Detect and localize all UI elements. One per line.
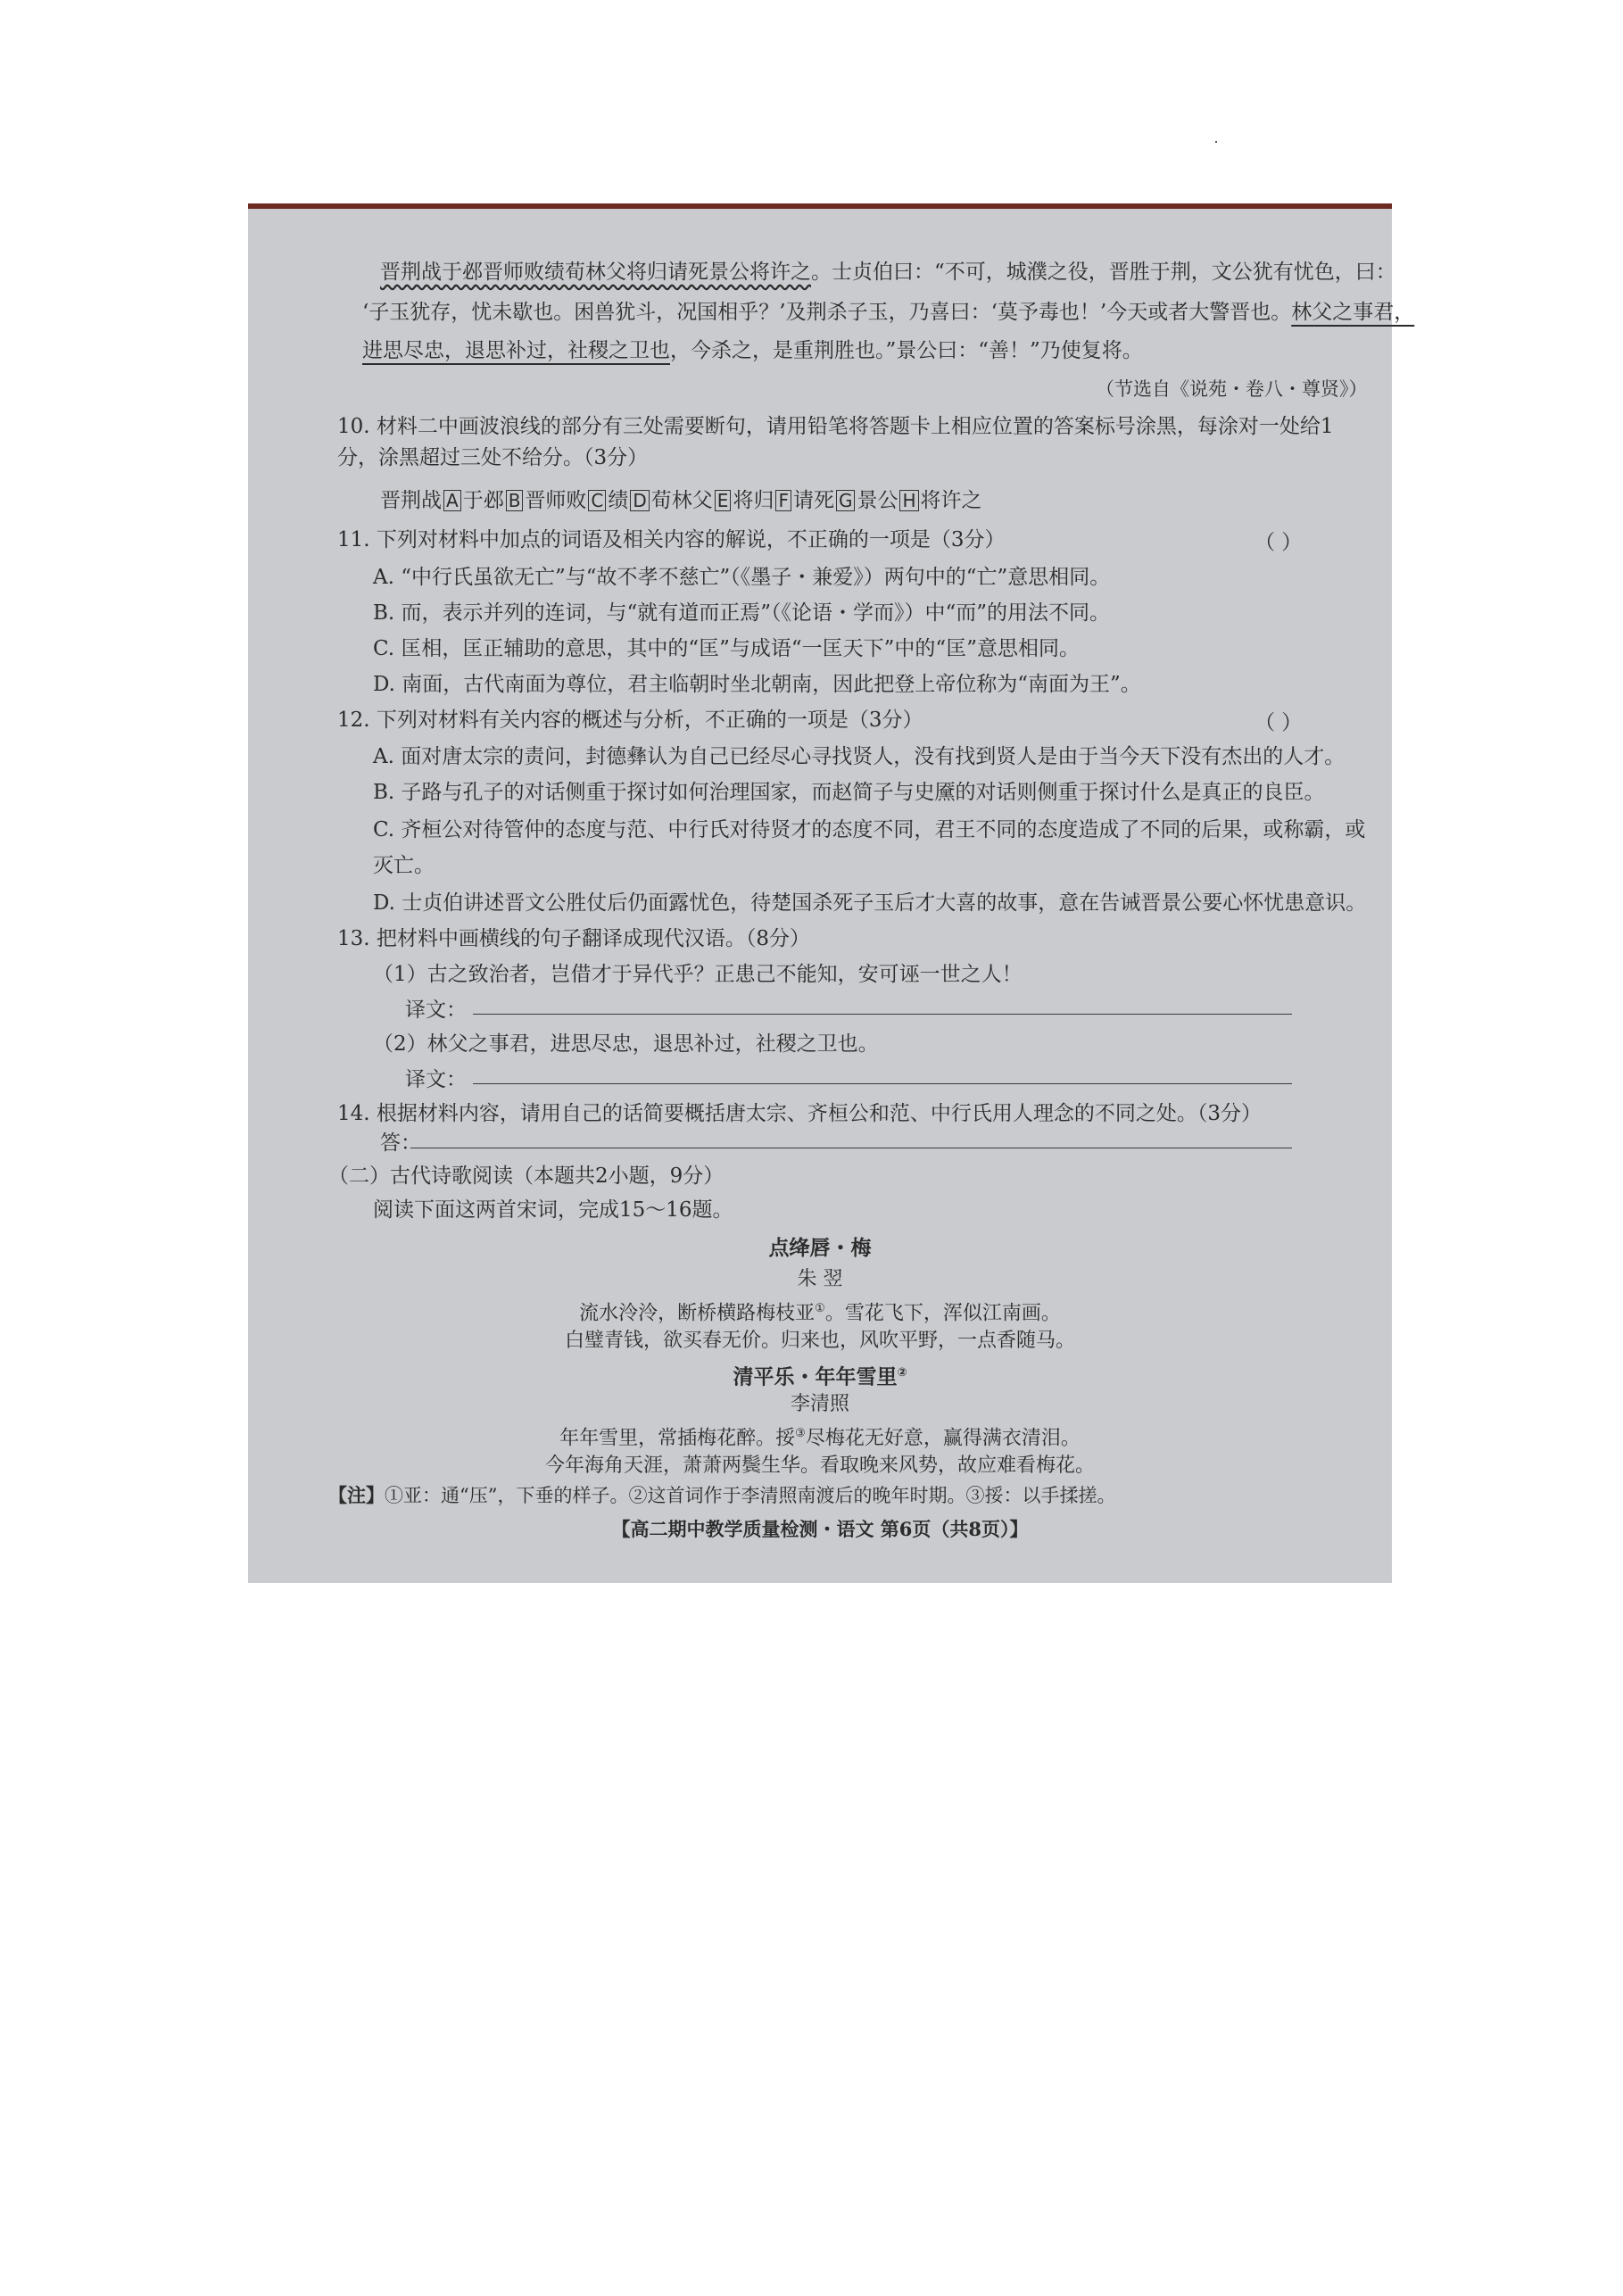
option-box-g[interactable]: G [836,490,856,511]
section-2-intro: 阅读下面这两首宋词，完成15～16题。 [373,1198,733,1222]
segment-text: 绩 [608,489,629,512]
poem-1-author: 朱 翌 [797,1268,843,1290]
segment-text: 晋荆战 [380,489,442,512]
underlined-text: 林父之事君， [1291,301,1415,324]
q13-stem: 13. 把材料中画横线的句子翻译成现代汉语。（8分） [337,927,811,950]
option-box-c[interactable]: C [588,490,606,511]
option-box-d[interactable]: D [630,490,649,511]
wavy-text: 晋荆战于邲晋师败绩荀林父将归请死景公将许之 [380,261,811,284]
option-box-h[interactable]: H [899,490,918,511]
q10-segment-line [380,486,982,515]
segment-text: 荀林父 [650,489,713,512]
q12-option-d: D. 士贞伯讲述晋文公胜仗后仍面露忧色，待楚国杀死子玉后才大喜的故事，意在告诫晋景公要心怀忧患意识。 [373,891,1367,915]
q13-sentence-2: （2）林父之事君，进思尽忠，退思补过，社稷之卫也。 [373,1032,879,1056]
segment-text: 晋师败 [525,489,587,512]
page-footer: 【高二期中教学质量检测・语文 第6页（共8页）】 [611,1518,1029,1540]
q12-option-c-cont: 灭亡。 [373,854,435,877]
segment-text: 将归 [733,489,774,512]
q10-stem-line1: 10. 材料二中画波浪线的部分有三处需要断句，请用铅笔将答题卡上相应位置的答案标号涂黑，每涂对一处给1 [337,415,1334,438]
segment-text: 请死 [792,489,834,512]
passage-source: （节选自《说苑・卷八・尊贤》） [1096,378,1368,400]
option-box-b[interactable]: B [506,490,524,511]
segment-text: 于邲 [462,489,504,512]
speck [1215,141,1217,143]
poem-1-title: 点绛唇・梅 [768,1237,872,1260]
section-2-title: （二）古代诗歌阅读（本题共2小题，9分） [328,1165,725,1188]
answer-line-1[interactable] [473,1014,1292,1015]
q10-stem-line2: 分，涂黑超过三处不给分。（3分） [337,446,649,469]
passage-line-1 [380,258,1396,286]
q13-yiwen-label-2: 译文： [405,1068,467,1091]
poem-1-line-2: 白璧青钱，欲买春无价。归来也，风吹平野，一点香随马。 [564,1330,1075,1352]
option-box-a[interactable]: A [443,490,461,511]
q12-answer-paren[interactable]: （ ） [1255,711,1303,734]
q11-option-b: B. 而，表示并列的连词，与“就有道而正焉”（《论语・学而》）中“而”的用法不同。 [373,601,1111,625]
footnote: 【注】①亚：通“压”，下垂的样子。②这首词作于李清照南渡后的晚年时期。③挼：以手揉搓。 [328,1485,1116,1506]
poem-2-line-2: 今年海角天涯，萧萧两鬓生华。看取晚来风势，故应难看梅花。 [544,1455,1095,1477]
q12-option-c: C. 齐桓公对待管仲的态度与范、中行氏对待贤才的态度不同，君王不同的态度造成了不同的后果，或称霸，或 [373,818,1366,841]
footnote-marker-1: ① [815,1302,825,1315]
passage-text: ‘子玉犹存，忧未歇也。困兽犹斗，况国相乎？’及荆杀子玉，乃喜曰：‘莫予毒也！’今天或者大警晋也。 [362,301,1292,324]
passage-line-3 [362,336,1143,365]
q11-stem: 11. 下列对材料中加点的词语及相关内容的解说，不正确的一项是（3分） [337,528,1006,551]
q13-sentence-1: （1）古之致治者，岂借才于异代乎？正患己不能知，安可诬一世之人！ [373,963,1023,986]
option-box-e[interactable]: E [715,490,732,511]
answer-line-2[interactable] [473,1083,1292,1084]
poem-2-title: 清平乐・年年雪里② [733,1365,907,1389]
poem-2-author: 李清照 [790,1393,849,1415]
segment-text: 将许之 [920,489,982,512]
q14-stem: 14. 根据材料内容，请用自己的话简要概括唐太宗、齐桓公和范、中行氏用人理念的不同之处。（3分） [337,1102,1263,1125]
passage-text: 。士贞伯曰：“不可，城濮之役，晋胜于荆，文公犹有忧色，曰： [811,261,1396,284]
segment-text: 景公 [857,489,898,512]
q11-option-a: A. “中行氏虽欲无亡”与“故不孝不慈亡”（《墨子・兼爱》）两句中的“亡”意思相同。 [373,566,1111,589]
footnote-marker-3: ③ [795,1427,806,1440]
q13-yiwen-label-1: 译文： [405,999,467,1022]
q14-answer-label: 答： [380,1131,421,1155]
footnote-marker-2: ② [897,1366,907,1380]
underlined-text: 进思尽忠，退思补过，社稷之卫也 [362,339,670,362]
poem-2-line-1: 年年雪里，常插梅花醉。挼③尽梅花无好意，赢得满衣清泪。 [559,1427,1081,1450]
poem-1-line-1: 流水泠泠，断桥横路梅枝亚①。雪花飞下，浑似江南画。 [579,1302,1061,1325]
exam-page [248,209,1415,1583]
q11-option-d: D. 南面，古代南面为尊位，君主临朝时坐北朝南，因此把登上帝位称为“南面为王”。 [373,673,1141,696]
q11-option-c: C. 匡相，匡正辅助的意思，其中的“匡”与成语“一匡天下”中的“匡”意思相同。 [373,637,1080,660]
q12-option-b: B. 子路与孔子的对话侧重于探讨如何治理国家，而赵简子与史黡的对话则侧重于探讨什么是真正的良臣。 [373,781,1325,804]
passage-line-2 [362,298,1414,327]
q12-option-a: A. 面对唐太宗的责问，封德彝认为自己已经尽心寻找贤人，没有找到贤人是由于当今天下没有杰出的人才。 [373,745,1346,768]
passage-text: ，今杀之，是重荆胜也。”景公曰：“善！”乃使复将。 [670,339,1143,362]
q12-stem: 12. 下列对材料有关内容的概述与分析，不正确的一项是（3分） [337,709,923,732]
q11-answer-paren[interactable]: （ ） [1255,531,1303,554]
option-box-f[interactable]: F [775,490,791,511]
